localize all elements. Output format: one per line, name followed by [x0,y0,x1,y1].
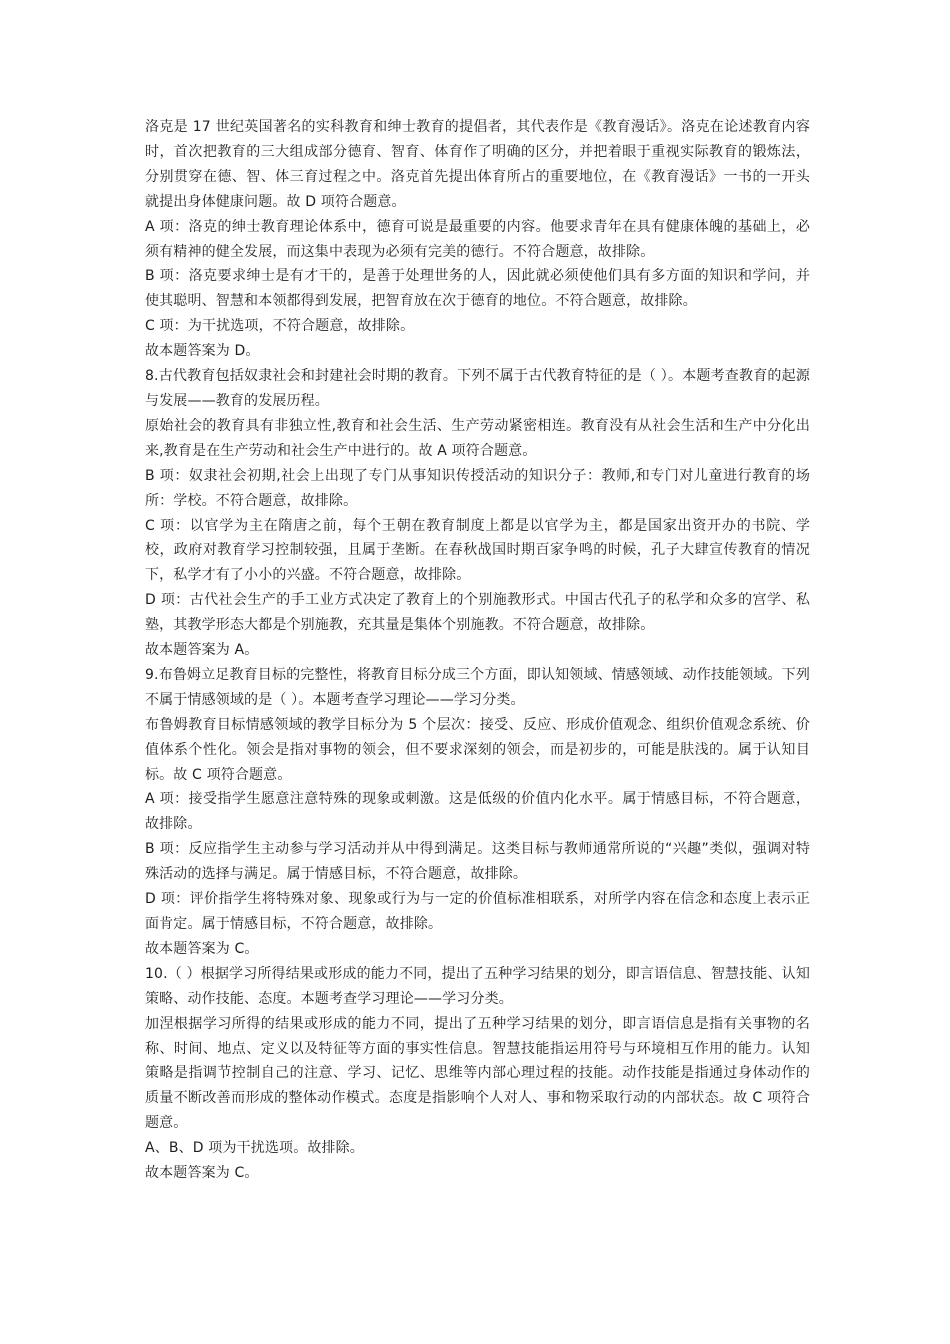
paragraph-q8-answer: 故本题答案为 A。 [145,642,259,659]
document-page [145,115,810,1186]
paragraph-q10-explanation: 加涅根据学习所得的结果或形成的能力不同，提出了五种学习结果的划分，即言语信息是指有关事物的名称、时间、地点、定义以及特征等方面的事实性信息。智慧技能指运用符号与环境相互作用的能力。认知策略是指调节控制自己的注意、学习、记忆、思维等内部心理过程的技能。动作技能是指通过身体动作的质量不断改善而形成的整体动作模式。态度是指影响个人对人、事和物采取行动的内部状态。故 C 项符合题意。 [145,1015,810,1132]
paragraph-q8-question: 8.古代教育包括奴隶社会和封建社会时期的教育。下列不属于古代教育特征的是（ ）。本题考查教育的起源与发展——教育的发展历程。 [145,368,810,409]
paragraph-q10-distractors: A、B、D 项为干扰选项。故排除。 [145,1140,364,1157]
paragraph-locke-intro: 洛克是 17 世纪英国著名的实科教育和绅士教育的提倡者，其代表作是《教育漫话》。洛克在论述教育内容时，首次把教育的三大组成部分德育、智育、体育作了明确的区分，并把着眼于重视实际教育的锻炼法，分别贯穿在德、智、体三育过程之中。洛克首先提出体育所占的重要地位，在《教育漫话》一书的一开头就提出身体健康问题。故 D 项符合题意。 [145,119,810,210]
paragraph-q7-option-a: A 项：洛克的绅士教育理论体系中，德育可说是最重要的内容。他要求青年在具有健康体魄的基础上，必须有精神的健全发展，而这集中表现为必须有完美的德行。不符合题意，故排除。 [145,218,810,260]
paragraph-q9-question: 9.布鲁姆立足教育目标的完整性，将教育目标分成三个方面，即认知领域、情感领域、动作技能领域。下列不属于情感领域的是（ ）。本题考查学习理论——学习分类。 [145,666,810,708]
paragraph-q10-answer: 故本题答案为 C。 [145,1165,259,1182]
paragraph-q9-option-b: B 项：反应指学生主动参与学习活动并从中得到满足。这类目标与教师通常所说的“兴趣”类似，强调对特殊活动的选择与满足。属于情感目标，不符合题意，故排除。 [145,841,810,883]
paragraph-q8-option-b: B 项：奴隶社会初期,社会上出现了专门从事知识传授活动的知识分子：教师,和专门对儿童进行教育的场所：学校。不符合题意，故排除。 [145,467,810,509]
paragraph-q8-option-d: D 项：古代社会生产的手工业方式决定了教育上的个别施教形式。中国古代孔子的私学和众多的宫学、私塾，其教学形态大都是个别施教，充其量是集体个别施教。不符合题意，故排除。 [145,592,810,634]
paragraph-q7-option-c: C 项：为干扰选项，不符合题意，故排除。 [145,318,415,335]
paragraph-q9-option-d: D 项：评价指学生将特殊对象、现象或行为与一定的价值标准相联系，对所学内容在信念和态度上表示正面肯定。属于情感目标，不符合题意，故排除。 [145,891,810,932]
paragraph-q9-option-a: A 项：接受指学生愿意注意特殊的现象或刺激。这是低级的价值内化水平。属于情感目标，不符合题意，故排除。 [145,791,810,833]
paragraph-q9-answer: 故本题答案为 C。 [145,940,259,957]
paragraph-q8-explanation: 原始社会的教育具有非独立性,教育和社会生活、生产劳动紧密相连。教育没有从社会生活和生产中分化出来,教育是在生产劳动和社会生产中进行的。故 A 项符合题意。 [145,417,810,459]
paragraph-q7-option-b: B 项：洛克要求绅士是有才干的，是善于处理世务的人，因此就必须使他们具有多方面的知识和学问，并使其聪明、智慧和本领都得到发展，把智育放在次于德育的地位。不符合题意，故排除。 [145,268,810,310]
paragraph-q8-option-c: C 项：以官学为主在隋唐之前，每个王朝在教育制度上都是以官学为主，都是国家出资开办的书院、学校，政府对教育学习控制较强，且属于垄断。在春秋战国时期百家争鸣的时候，孔子大肆宣传教育的情况下，私学才有了小小的兴盛。不符合题意，故排除。 [145,517,810,584]
paragraph-q9-explanation: 布鲁姆教育目标情感领域的教学目标分为 5 个层次：接受、反应、形成价值观念、组织价值观念系统、价值体系个性化。领会是指对事物的领会，但不要求深刻的领会，而是初步的，可能是肤浅的。属于认知目标。故 C 项符合题意。 [145,716,810,783]
paragraph-q7-answer: 故本题答案为 D。 [145,343,260,360]
paragraph-q10-question: 10.（ ）根据学习所得结果或形成的能力不同，提出了五种学习结果的划分，即言语信息、智慧技能、认知策略、动作技能、态度。本题考查学习理论——学习分类。 [145,965,810,1007]
